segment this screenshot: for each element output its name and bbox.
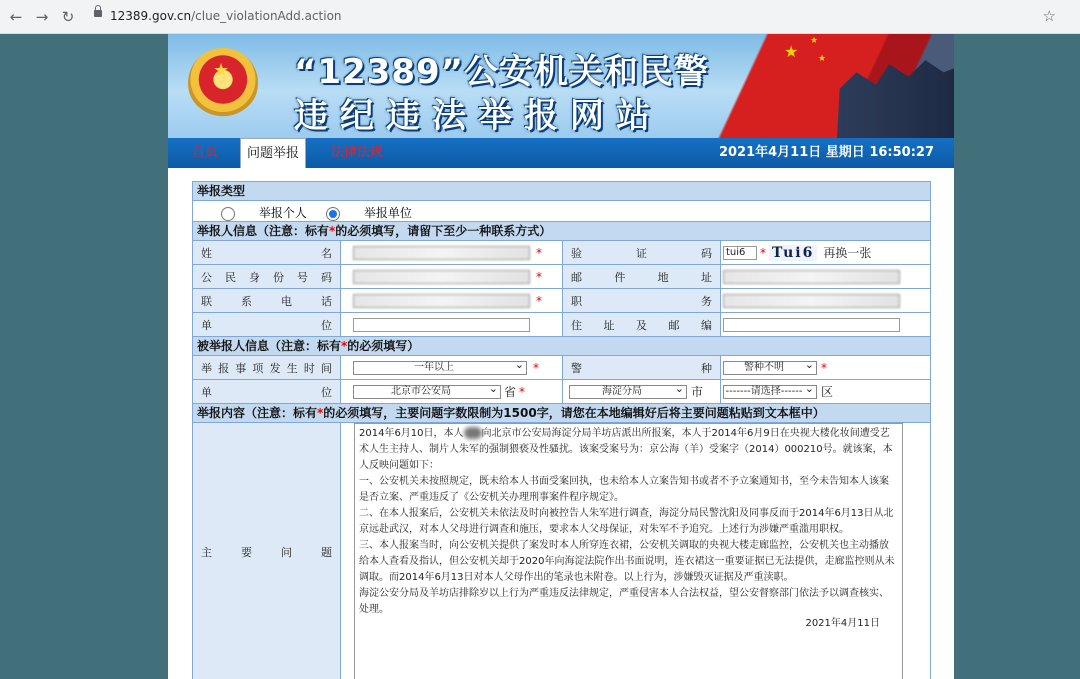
lock-icon	[94, 10, 102, 17]
province-suffix: 省	[504, 385, 517, 399]
event-time-select[interactable]: 一年以上 ⌄	[353, 361, 527, 375]
label-main-issue: 主要问题	[201, 545, 332, 559]
address-zip-input[interactable]	[723, 318, 900, 332]
section-type-header: 举报类型	[192, 181, 931, 201]
row-name-captcha	[192, 240, 931, 265]
required-mark: *	[821, 360, 827, 375]
label-name: 姓名	[201, 246, 332, 260]
captcha-refresh-link[interactable]: 再换一张	[823, 246, 872, 260]
browser-toolbar	[0, 0, 1080, 34]
page	[168, 34, 954, 679]
label-police-type: 警种	[571, 361, 712, 375]
required-mark: *	[533, 360, 539, 375]
bookmark-star-icon[interactable]: ☆	[1042, 7, 1056, 25]
site-title-line2: 违纪违法举报网站	[294, 96, 662, 136]
captcha-image: Tui6	[769, 245, 817, 261]
required-mark: *	[760, 245, 766, 260]
police-type-select[interactable]: 警种不明 ⌄	[723, 361, 817, 375]
redacted-name	[464, 427, 482, 439]
label-unit: 单位	[201, 318, 332, 332]
type-options	[192, 200, 931, 222]
section-reporter-header: 举报人信息（注意：标有*的必须填写，请留下至少一种联系方式）	[192, 221, 931, 241]
required-mark: *	[536, 293, 542, 308]
province-select[interactable]: 北京市公安局 ⌄	[353, 385, 501, 399]
label-id-number: 公民身份号码	[201, 270, 332, 284]
unit-input[interactable]	[353, 318, 530, 332]
row-location	[192, 379, 931, 404]
id-number-input[interactable]	[353, 270, 530, 284]
city-suffix: 市	[691, 385, 704, 399]
phone-input[interactable]	[353, 294, 530, 308]
back-icon[interactable]: ←	[9, 8, 23, 26]
nav-home[interactable]: 首页	[192, 145, 219, 160]
section-reported-header: 被举报人信息（注意：标有*的必须填写）	[192, 336, 931, 356]
option-unit[interactable]: 举报单位	[326, 204, 412, 221]
email-input[interactable]	[723, 270, 900, 284]
forward-icon[interactable]: →	[35, 8, 49, 26]
flag-graphic: ★ ★ ★	[714, 34, 954, 138]
row-time-police	[192, 355, 931, 380]
required-mark: *	[536, 269, 542, 284]
label-email: 邮件地址	[571, 270, 712, 284]
option-individual[interactable]: 举报个人	[221, 204, 307, 221]
police-emblem-icon	[188, 48, 258, 118]
name-input[interactable]	[353, 246, 530, 260]
reload-icon[interactable]: ↻	[61, 8, 75, 26]
row-id-email	[192, 264, 931, 289]
radio-individual[interactable]	[221, 207, 235, 221]
nav-bar	[168, 138, 954, 168]
label-unit2: 单位	[201, 385, 332, 399]
label-position: 职务	[571, 294, 712, 308]
row-main-issue	[192, 422, 931, 679]
complaint-date: 2021年4月11日	[805, 618, 880, 629]
url-text: 12389.gov.cn/clue_violationAdd.action	[110, 9, 342, 23]
main-issue-textarea[interactable]: 2014年6月10日，本人 向北京市公安局海淀分局羊坊店派出所报案，本人于2014年6月9日在央视大楼化妆间遭受艺术人生主持人、制片人朱军的强制猥亵及性骚扰。该案受案号为：京公海（羊）受案字（2014）000210号。就该案，本人反映问题如下： 一、公安机关未按照规定，既未给本人书面受案回执，也未给本人立案告知书或者不予立案通知书，至今未告知本人该案是否立案、严重违反了《公安机关办理刑事案件程序规定》。 二、在本人报案后，公安机关未依法及时向被控告人朱军进行调查，海淀分局民警沈阳及同事反而于2014年6月13日从北京远赴武汉，对本人父母进行调查和施压，要求本人父母保证，对朱军不予追究。上述行为涉嫌严重滥用职权。 三、本人报案当时，向公安机关提供了案发时本人所穿连衣裙，公安机关调取的央视大楼走廊监控，公安机关也主动播放给本人查看及指认，但公安机关却于2020年向海淀法院作出书面说明，连衣裙这一重要证据已无法提供，走廊监控则从未调取。而2014年6月13日对本人父母作出的笔录也未附卷。以上行为，涉嫌毁灭证据及严重渎职。 海淀公安分局及羊坊店排除岁以上行为严重违反法律规定，严重侵害本人合法权益，望公安督察部门依法予以调查核实、处理。 2021年4月11日	[354, 423, 903, 679]
nav-laws[interactable]: 法律法规	[331, 145, 384, 160]
label-event-time: 举报事项发生时间	[201, 361, 332, 375]
label-phone: 联系电话	[201, 294, 332, 308]
radio-unit[interactable]	[326, 207, 340, 221]
label-captcha: 验证码	[571, 246, 712, 260]
section-content-header: 举报内容（注意：标有*的必须填写，主要问题字数限制为1500字，请您在本地编辑好后将主要问题粘贴到文本框中）	[192, 403, 931, 423]
district-select[interactable]: -------请选择------ ⌄	[723, 385, 817, 399]
required-mark: *	[536, 245, 542, 260]
required-mark: *	[519, 384, 526, 399]
city-select[interactable]: 海淀分局 ⌄	[569, 385, 687, 399]
datetime: 2021年4月11日 星期日 16:50:27	[718, 145, 934, 160]
row-phone-position	[192, 288, 931, 313]
district-suffix: 区	[821, 385, 834, 399]
label-address-zip: 住址及邮编	[571, 318, 712, 332]
site-title-line1: “12389”公安机关和民警	[294, 52, 709, 92]
nav-report[interactable]: 问题举报	[240, 138, 306, 168]
site-banner	[168, 34, 954, 138]
captcha-input[interactable]: tui6	[723, 246, 757, 260]
officers-graphic	[824, 56, 954, 138]
position-input[interactable]	[723, 294, 900, 308]
row-unit-address	[192, 312, 931, 337]
address-bar[interactable]	[86, 5, 1056, 29]
